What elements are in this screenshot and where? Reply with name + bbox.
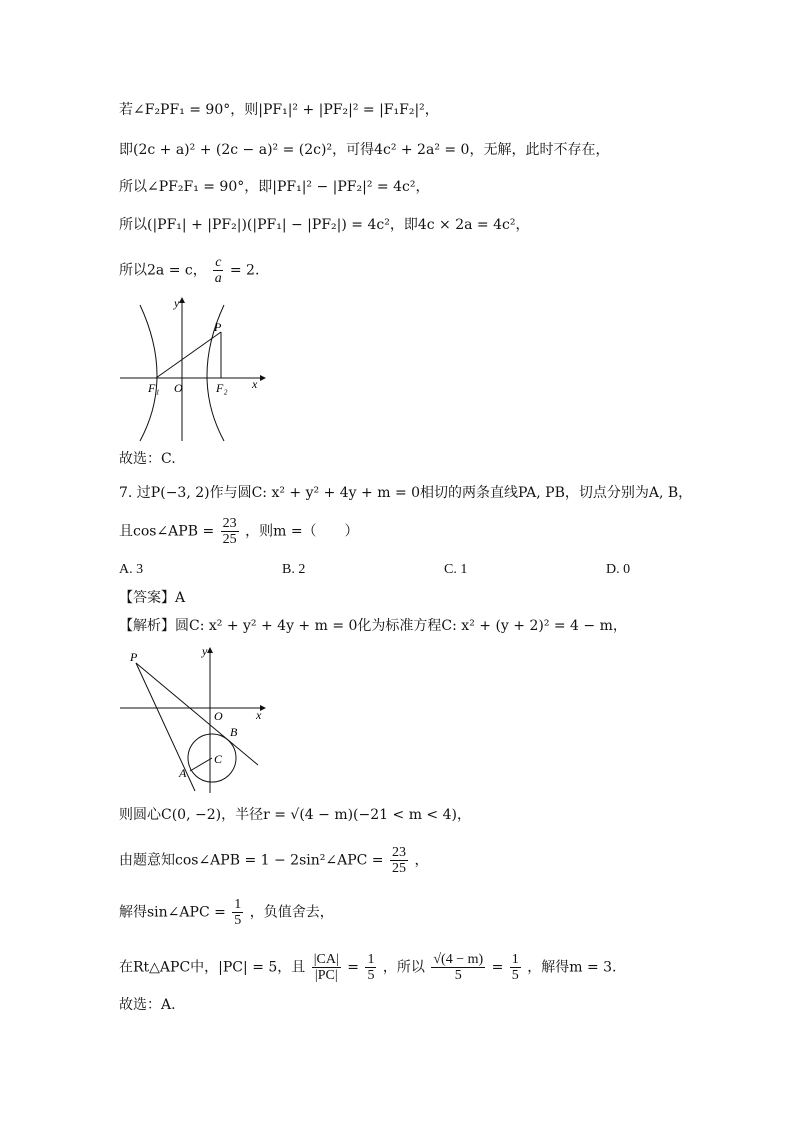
x-axis-label: x — [252, 377, 258, 391]
text-5a: 所以2a = c， — [119, 262, 207, 279]
answer-label: 【答案】A — [119, 590, 186, 606]
solution-line-5: 故选：A. — [119, 997, 176, 1013]
point-B-label: B — [230, 725, 238, 739]
text-5b: = 2. — [229, 262, 260, 279]
option-b[interactable]: B. 2 — [282, 562, 306, 577]
y-axis-label: y — [202, 644, 208, 658]
point-P-label: P — [130, 650, 138, 664]
origin-label: O — [214, 709, 223, 723]
y-axis-label: y — [174, 296, 180, 310]
text-line-6: 故选：C. — [119, 451, 176, 467]
point-A-label: A — [179, 766, 187, 780]
option-a[interactable]: A. 3 — [119, 562, 144, 577]
solution-line-2: 由题意知cos∠APB = 1 − 2sin²∠APC = $\frac{23}{25}$ ， — [119, 845, 429, 876]
text-line-4: 所以(|PF₁| + |PF₂|)(|PF₁| − |PF₂|) = 4c²，即4c × 2a = 4c²， — [119, 217, 530, 233]
solution-line-4: 在Rt△APC中，|PC| = 5，且 $\frac{|CA|}{|PC|}$ = $\frac{1}{5}$ ，所以 $\frac{√(4 - m)}{5}$ = $\frac{1}{5}$ ，解得m = 3. — [119, 952, 617, 983]
fraction-23-25: $\frac{23}{25}$ — [222, 516, 237, 547]
text-line-5 — [119, 255, 259, 286]
option-c[interactable]: C. 1 — [444, 562, 468, 577]
hyperbola-figure — [118, 295, 268, 443]
point-P-label: P — [214, 320, 222, 334]
text-line-2: 即(2c + a)² + (2c − a)² = (2c)²，可得4c² + 2a² = 0，无解，此时不存在， — [119, 142, 610, 158]
question-7: 7. 过P(−3, 2)作与圆C: x² + y² + 4y + m = 0相切的两条直线PA, PB，切点分别为A, B， — [119, 485, 693, 501]
origin-label: O — [174, 381, 183, 395]
solution-line-3: 解得sin∠APC = $\frac{1}{5}$ ，负值舍去， — [119, 897, 334, 928]
analysis-line: 【解析】圆C: x² + y² + 4y + m = 0化为标准方程C: x² + (y + 2)² = 4 − m， — [119, 618, 627, 634]
point-F2-label: F₂ — [216, 381, 228, 395]
question-7-cond: 且cos∠APB = $\frac{23}{25}$ ，则m =（ ） — [119, 516, 359, 547]
text-line-1: 若∠F₂PF₁ = 90°，则|PF₁|² + |PF₂|² = |F₁F₂|²， — [119, 102, 439, 118]
center-C-label: C — [214, 752, 223, 766]
point-F1-label: F₁ — [148, 381, 160, 395]
fraction-c-over-a: $\frac{c}{a}$ — [214, 255, 222, 286]
circle-tangent-figure — [118, 643, 270, 795]
text-line-3: 所以∠PF₂F₁ = 90°，即|PF₁|² − |PF₂|² = 4c²， — [119, 179, 430, 195]
x-axis-label: x — [256, 708, 262, 722]
solution-line-1: 则圆心C(0, −2)，半径r = √(4 − m)(−21 < m < 4)， — [119, 807, 471, 823]
option-d[interactable]: D. 0 — [606, 562, 631, 577]
